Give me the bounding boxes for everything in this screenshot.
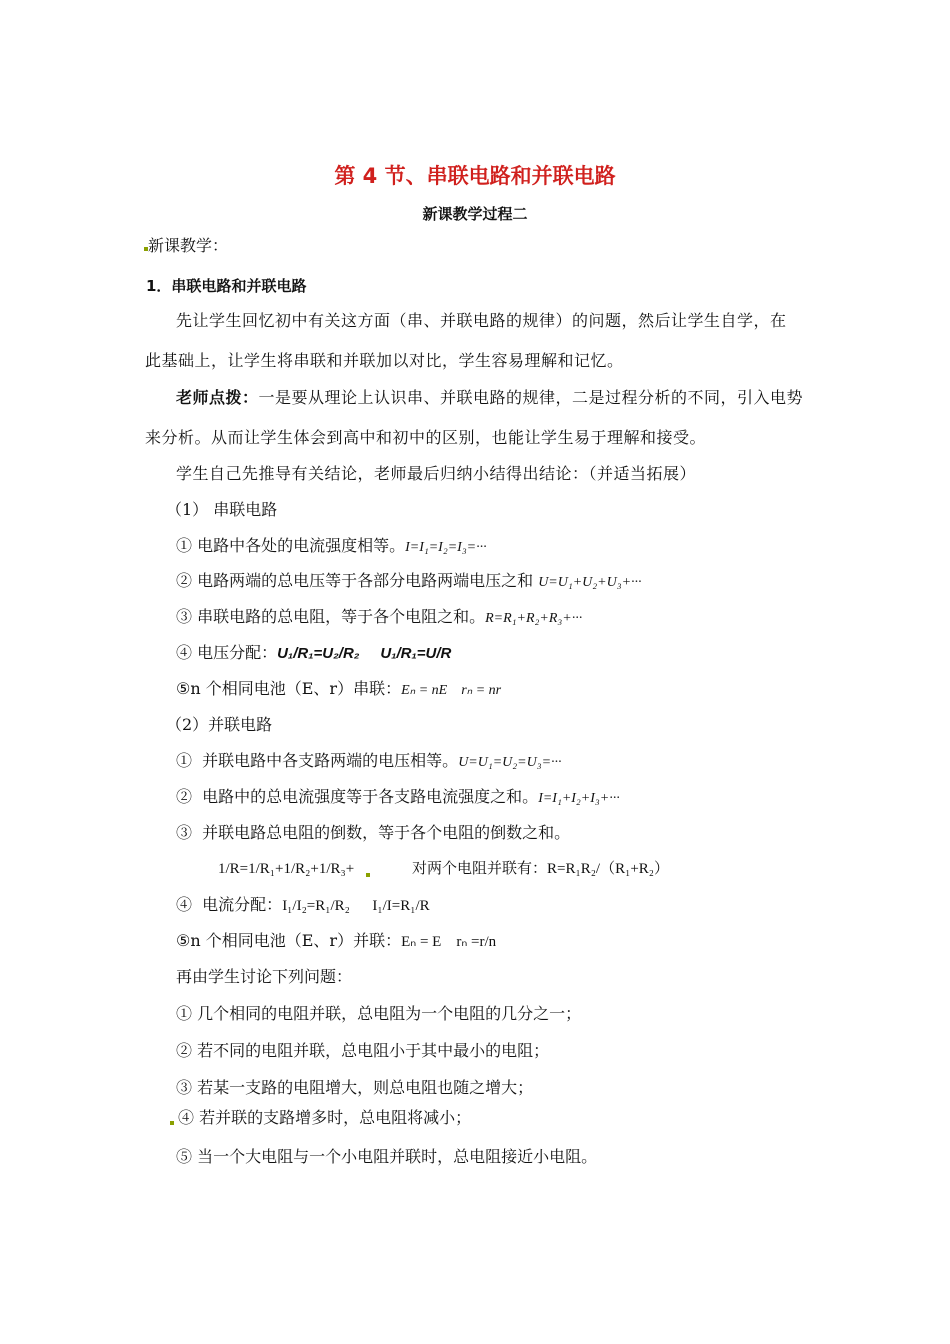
teacher-tip-text: 一是要从理论上认识串、并联电路的规律，二是过程分析的不同，引入电势	[258, 388, 804, 407]
discussion-heading: 再由学生讨论下列问题：	[176, 967, 353, 986]
discussion-item-5: ⑤ 当一个大电阻与一个小电阻并联时，总电阻接近小电阻。	[176, 1147, 598, 1166]
series-item-text: ③ 串联电路的总电阻，等于各个电阻之和。	[176, 607, 486, 626]
page-subtitle: 新课教学过程二	[422, 205, 528, 223]
parallel-item-text: ① 并联电路中各支路两端的电压相等。	[176, 751, 459, 770]
parallel-item-text: ④ 电流分配：	[176, 895, 283, 914]
two-resistor-formula: 对两个电阻并联有：R=R₁R₂/（R₁+R₂）	[412, 861, 670, 877]
parallel-item-3	[176, 822, 570, 844]
paragraph-1-line-1: 先让学生回忆初中有关这方面（串、并联电路的规律）的问题，然后让学生自学，在	[176, 311, 787, 330]
series-item-1	[176, 535, 487, 559]
series-item-text: ⑤n 个相同电池（E、r）串联：	[176, 679, 402, 698]
discussion-item-3: ③ 若某一支路的电阻增大，则总电阻也随之增大；	[176, 1078, 534, 1097]
parallel-item-5	[176, 930, 496, 953]
series-item-formula: I=I₁=I₂=I₃=···	[405, 540, 487, 555]
reciprocal-formula: 1/R=1/R₁+1/R₂+1/R₃+	[218, 861, 355, 877]
parallel-item-text: ② 电路中的总电流强度等于各支路电流强度之和。	[176, 787, 539, 806]
discussion-item-4: ④ 若并联的支路增多时，总电阻将减小；	[178, 1108, 472, 1127]
parallel-item-formula: Eₙ = E rₙ =r/n	[401, 934, 497, 950]
paragraph-2-line-2: 来分析。从而让学生体会到高中和初中的区别，也能让学生易于理解和接受。	[145, 428, 707, 447]
series-item-2	[176, 570, 642, 594]
series-item-formula: R=R₁+R₂+R₃+···	[485, 611, 583, 626]
discussion-item-2: ② 若不同的电阻并联，总电阻小于其中最小的电阻；	[176, 1041, 550, 1060]
series-item-formula: U₁/R₁=U₂/R₂ U₁/R₁=U/R	[277, 645, 452, 662]
paragraph-3: 学生自己先推导有关结论，老师最后归纳小结得出结论：（并适当拓展）	[176, 464, 697, 483]
series-item-3	[176, 606, 582, 630]
series-heading: （1） 串联电路	[166, 500, 278, 519]
series-item-formula: U=U₁+U₂+U₃+···	[538, 575, 642, 590]
teacher-tip-label: 老师点拨：	[176, 388, 259, 407]
marker-dot	[170, 1121, 174, 1125]
section-heading: 1．串联电路和并联电路	[146, 277, 307, 295]
parallel-item-1	[176, 750, 562, 774]
parallel-item-text: ⑤n 个相同电池（E、r）并联：	[176, 931, 402, 950]
series-item-5	[176, 678, 501, 702]
parallel-heading: （2）并联电路	[166, 715, 273, 734]
series-item-text: ④ 电压分配：	[176, 643, 278, 662]
series-item-text: ② 电路两端的总电压等于各部分电路两端电压之和	[176, 571, 539, 590]
series-item-4	[176, 642, 451, 665]
parallel-item-text: ③ 并联电路总电阻的倒数，等于各个电阻的倒数之和。	[176, 823, 571, 842]
page-title: 第 4 节、串联电路和并联电路	[334, 164, 616, 188]
discussion-item-1: ① 几个相同的电阻并联，总电阻为一个电阻的几分之一；	[176, 1004, 582, 1023]
parallel-item-formula: I=I₁+I₂+I₃+···	[538, 791, 620, 806]
parallel-item-formula: I₁/I₂=R₁/R₂ I₁/I=R₁/R	[282, 898, 430, 914]
marker-dot	[366, 873, 370, 877]
parallel-item-2	[176, 786, 620, 810]
parallel-item-4	[176, 894, 430, 917]
intro-label: 新课教学：	[148, 236, 229, 255]
paragraph-1-line-2: 此基础上，让学生将串联和并联加以对比，学生容易理解和记忆。	[145, 351, 624, 370]
series-item-formula: Eₙ = nE rₙ = nr	[401, 683, 502, 698]
parallel-item-formula: U=U₁=U₂=U₃=···	[458, 755, 562, 770]
paragraph-2-line-1	[176, 387, 803, 409]
series-item-text: ① 电路中各处的电流强度相等。	[176, 536, 406, 555]
